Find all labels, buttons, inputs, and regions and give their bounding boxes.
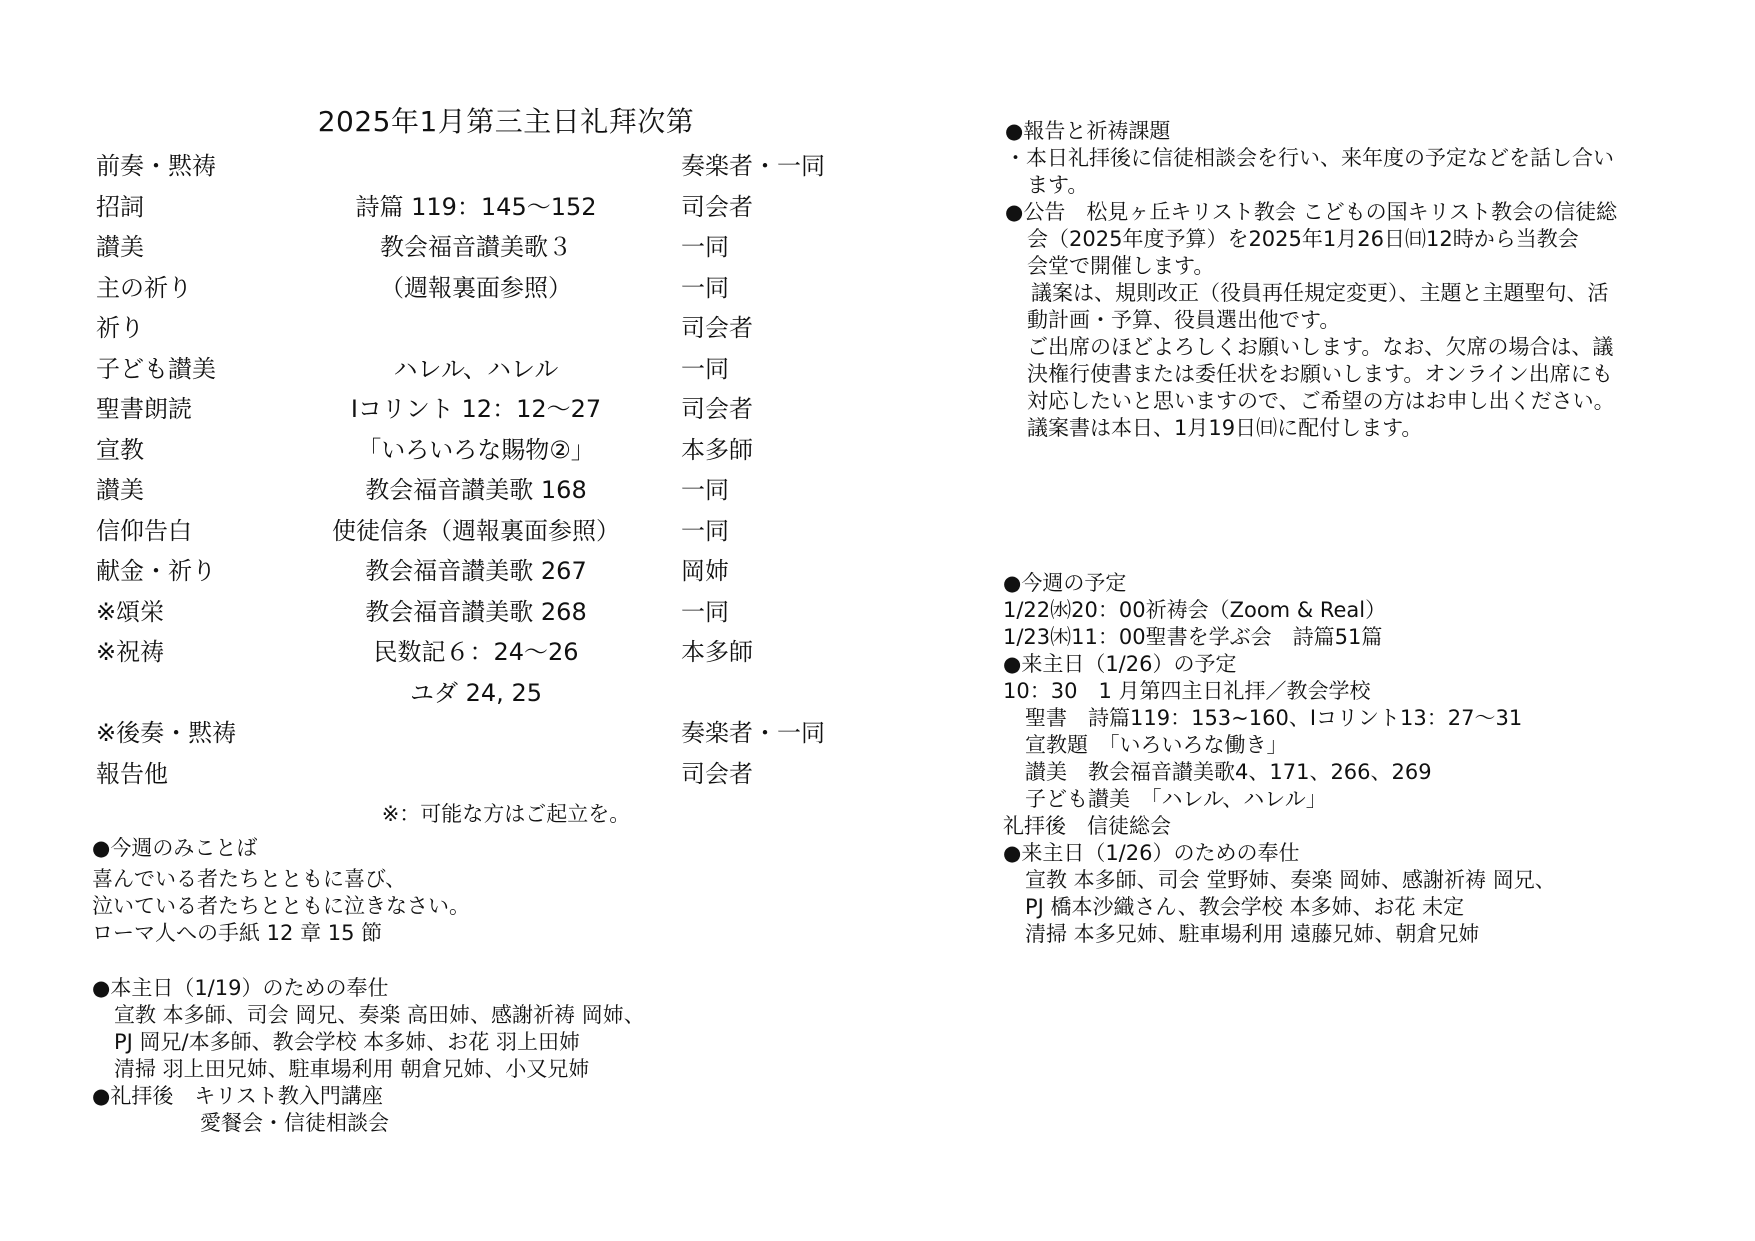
order-item: 讃美 <box>96 233 144 261</box>
schedule-section <box>1003 570 1556 948</box>
order-row <box>96 389 856 430</box>
order-content: 使徒信条（週報裏面参照） <box>332 516 620 545</box>
schedule-line: 清掃 本多兄姉、駐車場利用 遠藤兄姉、朝倉兄姉 <box>1025 922 1480 946</box>
report-line: 議案書は本日、1月19日㈰に配付します。 <box>1027 416 1423 440</box>
order-content: ハレル、ハレル <box>393 354 559 383</box>
word-reference: ローマ人への手紙 12 章 15 節 <box>92 921 383 945</box>
order-item: 宣教 <box>96 435 144 464</box>
order-person: 司会者 <box>681 395 753 423</box>
order-content: 教会福音讃美歌 268 <box>365 597 587 626</box>
page-title: 2025年1月第三主日礼拜次第 <box>317 105 695 138</box>
order-person: 一同 <box>681 233 729 261</box>
order-content: 教会福音讃美歌 168 <box>365 476 587 504</box>
order-person: 一同 <box>681 354 729 383</box>
schedule-line: PJ 橋本沙織さん、教会学校 本多姉、お花 未定 <box>1025 895 1465 919</box>
order-item: 子ども讃美 <box>96 354 216 383</box>
reports-section <box>1005 118 1617 442</box>
order-row <box>96 673 856 714</box>
service-line: PJ 岡兄/本多師、教会学校 本多姉、お花 羽上田姉 <box>114 1030 580 1054</box>
order-item: 祈り <box>96 314 144 342</box>
schedule-line: 子ども讃美 「ハレル、ハレル」 <box>1025 787 1327 811</box>
order-item: 信仰告白 <box>96 516 192 545</box>
schedule-line: 礼拝後 信徒総会 <box>1003 814 1171 838</box>
order-row <box>96 187 856 228</box>
order-person: 一同 <box>681 516 729 545</box>
service-line: 宣教 本多師、司会 岡兄、奏楽 高田姉、感謝祈祷 岡姉、 <box>114 1003 645 1027</box>
worship-order <box>96 146 856 794</box>
order-person: 岡姉 <box>681 557 729 585</box>
service-section <box>92 975 645 1137</box>
schedule-line: 宣教題 「いろいろな働き」 <box>1025 733 1288 757</box>
report-line: ・本日礼拝後に信徒相談会を行い、来年度の予定などを話し合い <box>1005 146 1614 170</box>
order-item: 聖書朗読 <box>96 395 192 423</box>
order-person: 司会者 <box>681 759 753 788</box>
order-content: 教会福音讃美歌 267 <box>365 557 587 585</box>
order-content: （週報裏面参照） <box>380 273 572 302</box>
report-line: ●公告 松見ヶ丘キリスト教会 こどもの国キリスト教会の信徒総 <box>1005 200 1618 224</box>
order-item: 主の祈り <box>96 273 192 302</box>
order-row <box>96 146 856 187</box>
schedule-line: 10：30 1 月第四主日礼拝／教会学校 <box>1003 679 1371 703</box>
service-heading: ●本主日（1/19）のための奉仕 <box>92 976 389 1000</box>
after-line: 愛餐会・信徒相談会 <box>200 1111 389 1135</box>
order-content: Ⅰコリント 12：12～27 <box>350 395 602 423</box>
order-person: 一同 <box>681 273 729 302</box>
service-line: 清掃 羽上田兄姉、駐車場利用 朝倉兄姉、小又兄姉 <box>114 1057 590 1081</box>
schedule-line: 1/23㈭11：00聖書を学ぶ会 詩篇51篇 <box>1003 625 1383 649</box>
schedule-line: 1/22㈬20：00祈祷会（Zoom & Real） <box>1003 598 1387 622</box>
order-item: ※祝祷 <box>96 638 165 666</box>
order-item: 献金・祈り <box>96 557 216 585</box>
order-item: ※頌栄 <box>96 597 165 626</box>
standing-note: ※：可能な方はご起立を。 <box>381 802 631 826</box>
order-person: 奏楽者・一同 <box>681 719 825 747</box>
order-content: 詩篇 119：145～152 <box>355 192 597 221</box>
report-line: 議案は、規則改正（役員再任規定変更）、主題と主題聖句、活 <box>1031 281 1609 305</box>
schedule-line: 宣教 本多師、司会 堂野姉、奏楽 岡姉、感謝祈祷 岡兄、 <box>1025 868 1556 892</box>
order-content: 教会福音讃美歌３ <box>380 233 572 261</box>
word-line: 喜んでいる者たちとともに喜び、 <box>92 867 407 891</box>
schedule-line: 聖書 詩篇119：153~160、Ⅰコリント13：27～31 <box>1025 706 1523 730</box>
order-row <box>96 511 856 552</box>
word-section <box>92 835 470 947</box>
order-person: 一同 <box>681 597 729 626</box>
after-line: ●礼拝後 キリスト教入門講座 <box>92 1084 383 1108</box>
order-content: 民数記６：24～26 <box>373 638 579 666</box>
order-row <box>96 470 856 511</box>
reports-heading: ●報告と祈祷課題 <box>1005 119 1171 143</box>
order-person: 司会者 <box>681 192 753 221</box>
order-row <box>96 754 856 795</box>
report-line: 対応したいと思いますので、ご希望の方はお申し出ください。 <box>1027 389 1615 413</box>
order-row <box>96 592 856 633</box>
order-item: 報告他 <box>96 759 168 788</box>
order-person: 本多師 <box>681 435 753 464</box>
report-line: 動計画・予算、役員選出他です。 <box>1027 308 1341 332</box>
report-line: 会（2025年度予算）を2025年1月26日㈰12時から当教会 <box>1027 227 1579 251</box>
order-row <box>96 713 856 754</box>
order-person: 本多師 <box>681 638 753 666</box>
word-line: 泣いている者たちとともに泣きなさい。 <box>92 894 470 918</box>
word-heading: ●今週のみことば <box>92 836 258 860</box>
order-row <box>96 268 856 309</box>
order-row <box>96 430 856 471</box>
order-item: 前奏・黙祷 <box>96 152 216 180</box>
order-person: 奏楽者・一同 <box>681 152 825 180</box>
order-item: 招詞 <box>96 192 144 221</box>
schedule-heading: ●今週の予定 <box>1003 571 1127 595</box>
order-row <box>96 349 856 390</box>
report-line: 決権行使書または委任状をお願いします。オンライン出席にも <box>1027 362 1613 386</box>
order-row <box>96 632 856 673</box>
report-line: ご出席のほどよろしくお願いします。なお、欠席の場合は、議 <box>1027 335 1614 359</box>
report-line: 会堂で開催します。 <box>1027 254 1215 278</box>
schedule-line: ●来主日（1/26）の予定 <box>1003 652 1237 676</box>
order-item: 讃美 <box>96 476 144 504</box>
schedule-line: ●来主日（1/26）のための奉仕 <box>1003 841 1300 865</box>
schedule-line: 讃美 教会福音讃美歌4、171、266、269 <box>1025 760 1432 784</box>
order-content: 「いろいろな賜物②」 <box>357 435 595 464</box>
order-row <box>96 308 856 349</box>
report-line: ます。 <box>1027 173 1089 197</box>
order-person: 司会者 <box>681 314 753 342</box>
order-person: 一同 <box>681 476 729 504</box>
order-item: ※後奏・黙祷 <box>96 719 237 747</box>
order-content: ユダ 24, 25 <box>410 678 542 707</box>
order-row <box>96 227 856 268</box>
order-row <box>96 551 856 592</box>
